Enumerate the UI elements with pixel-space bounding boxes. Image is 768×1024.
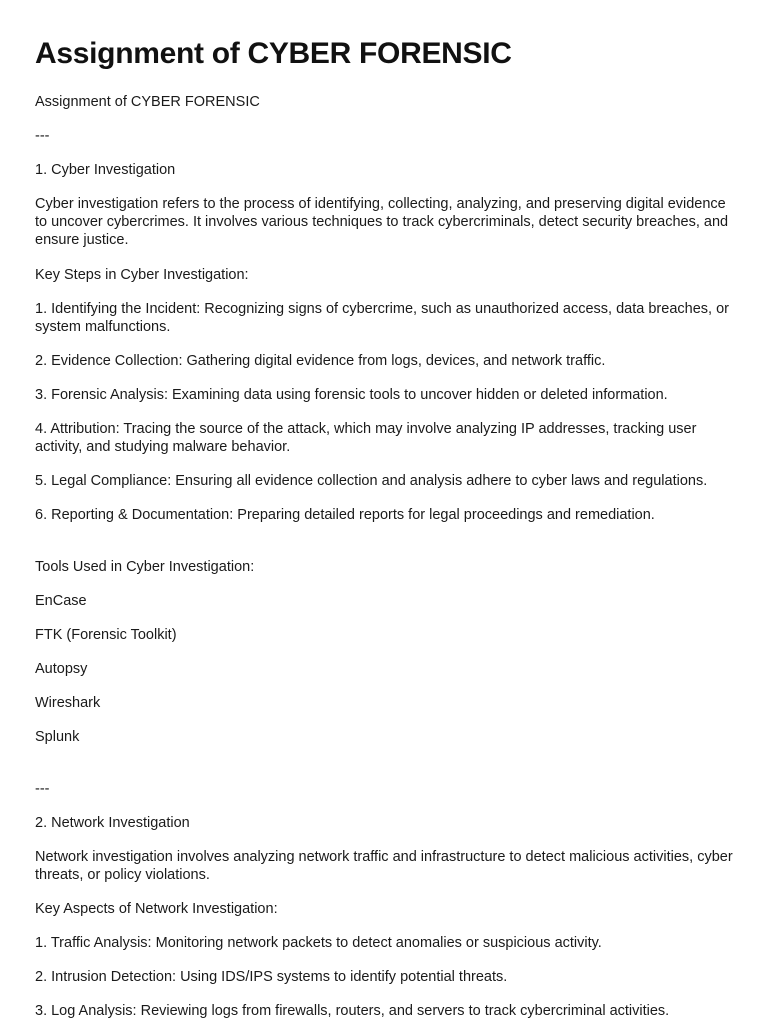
list-item-aspect: 2. Intrusion Detection: Using IDS/IPS systems to identify potential threats. [35,969,508,985]
section-heading-network-investigation: 2. Network Investigation [35,815,190,831]
list-item-aspect: 3. Log Analysis: Reviewing logs from firewalls, routers, and servers to track cybercriminal activities. [35,1003,670,1019]
separator: --- [35,128,50,144]
list-item-tool: Autopsy [35,661,88,677]
tools-heading: Tools Used in Cyber Investigation: [35,559,255,575]
list-item-tool: Wireshark [35,695,101,711]
list-item-tool: Splunk [35,729,80,745]
aspects-heading: Key Aspects of Network Investigation: [35,901,278,917]
page-title: Assignment of CYBER FORENSIC [35,37,512,70]
list-item-tool: FTK (Forensic Toolkit) [35,627,177,643]
list-item-step: 5. Legal Compliance: Ensuring all evidence collection and analysis adhere to cyber laws and regulations. [35,473,708,489]
section-intro-paragraph: Network investigation involves analyzing network traffic and infrastructure to detect malicious activities, cyber threats, or policy violations. [35,849,733,883]
list-item-step: 3. Forensic Analysis: Examining data using forensic tools to uncover hidden or deleted information. [35,387,668,403]
steps-heading: Key Steps in Cyber Investigation: [35,267,249,283]
list-item-step: 1. Identifying the Incident: Recognizing signs of cybercrime, such as unauthorized access, data breaches, or system malfunctions. [35,301,729,335]
list-item-step: 6. Reporting & Documentation: Preparing detailed reports for legal proceedings and remediation. [35,507,655,523]
list-item-tool: EnCase [35,593,87,609]
separator: --- [35,781,50,797]
list-item-aspect: 1. Traffic Analysis: Monitoring network packets to detect anomalies or suspicious activity. [35,935,602,951]
section-heading-cyber-investigation: 1. Cyber Investigation [35,162,176,178]
list-item-step: 4. Attribution: Tracing the source of the attack, which may involve analyzing IP addresses, tracking user activity, and studying malware behavior. [35,421,697,455]
document-subtitle: Assignment of CYBER FORENSIC [35,94,260,110]
list-item-step: 2. Evidence Collection: Gathering digital evidence from logs, devices, and network traffic. [35,353,606,369]
section-intro-paragraph: Cyber investigation refers to the process of identifying, collecting, analyzing, and preserving digital evidence to uncover cybercrimes. It involves various techniques to track cybercriminals, detect security breaches, and ensure justice. [35,196,729,248]
